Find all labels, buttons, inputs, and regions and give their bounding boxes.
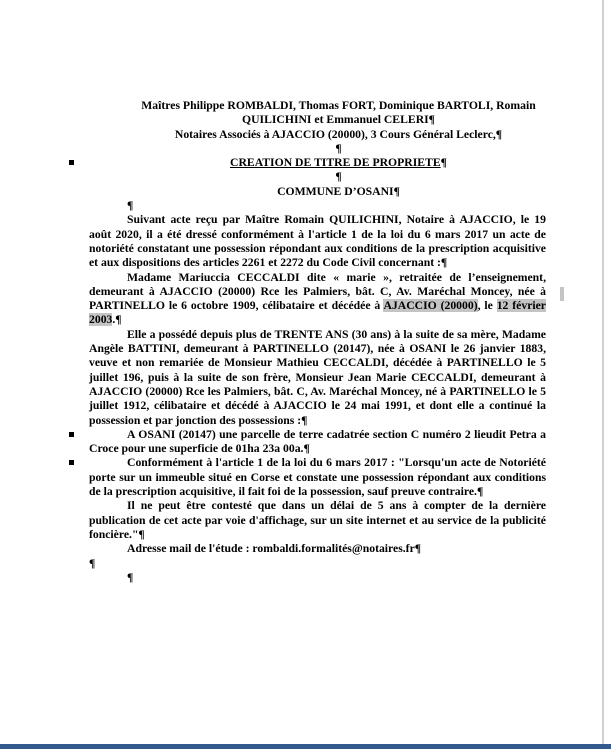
- text-run: A OSANI (20147) une parcelle de terre cadatrée section C numéro 2 lieudit Petra a Croce pour une superficie de 01ha 23a 00a.¶: [89, 427, 546, 456]
- blank-line-center-2: [89, 170, 546, 184]
- highlighted-text: 12 février 2003: [89, 299, 546, 327]
- para-possession: [89, 328, 546, 428]
- para-parcelle: [89, 428, 546, 457]
- text-run: ¶: [127, 570, 134, 584]
- text-run: Adresse mail de l'étude : rombaldi.formalités@notaires.fr¶: [127, 542, 422, 556]
- blank-line-center-1: [89, 142, 546, 156]
- text-run: .¶: [112, 313, 122, 327]
- letterhead-line-1: [89, 99, 546, 128]
- text-run: ¶: [440, 156, 447, 170]
- text-run: ¶: [335, 170, 342, 184]
- text-run: ¶: [89, 556, 96, 570]
- text-run: ¶: [127, 199, 134, 213]
- para-contestation: [89, 499, 546, 542]
- para-adresse-mail: [89, 542, 546, 556]
- text-run: Maîtres Philippe ROMBALDI, Thomas FORT, Dominique BARTOLI, Romain QUILICHINI et Emmanuel CELERI¶: [141, 99, 536, 127]
- page-edge-line: [602, 0, 604, 744]
- text-run: Suivant acte reçu par Maître Romain QUILICHINI, Notaire à AJACCIO, le 19 août 2020, il a été dressé conformément à l'article 1 de la loi du 6 mars 2017 un acte de notoriété constatant une possession répondant aux conditions de la prescription acquisitive et aux dispositions des articles 2261 et 2272 du Code Civil concernant :¶: [89, 213, 546, 270]
- margin-change-square-icon: [69, 460, 74, 465]
- text-run: Il ne peut être contesté que dans un délai de 5 ans à compter de la dernière publication de cet acte par voie d'affichage, sur un site internet et au service de la publicité foncière."¶: [89, 499, 546, 541]
- text-run: COMMUNE D’OSANI¶: [277, 184, 400, 198]
- text-run: Conformément à l'article 1 de la loi du 6 mars 2017 : "Lorsqu'un acte de Notoriété porte sur un immeuble situé en Corse et constate une possession répondant aux conditions de la prescription acquisitive, il fait foi de la possession, sauf preuve contraire.¶: [89, 456, 546, 499]
- blank-line-indent-2: [89, 571, 546, 585]
- commune-heading: [89, 185, 546, 199]
- margin-change-square-icon: [69, 432, 74, 437]
- text-run: , le: [477, 299, 497, 313]
- act-title: [89, 156, 546, 170]
- para-acte-recu: [89, 213, 546, 270]
- document-content: [89, 99, 546, 585]
- underlined-title-text: CREATION DE TITRE DE PROPRIETE: [230, 156, 441, 170]
- para-madame-ceccaldi: [89, 271, 546, 328]
- text-run: Notaires Associés à AJACCIO (20000), 3 Cours Général Leclerc,¶: [174, 127, 503, 141]
- window-bottom-edge: [0, 744, 611, 749]
- letterhead-line-2: [89, 128, 546, 142]
- blank-line-left: [89, 557, 546, 571]
- text-run: ¶: [335, 141, 342, 155]
- blank-line-indent-1: [89, 199, 546, 213]
- stray-highlight-mark: [560, 287, 564, 301]
- text-run: Elle a possédé depuis plus de TRENTE ANS (30 ans) à la suite de sa mère, Madame Angèle BATTINI, demeurant à PARTINELLO (20147), née à OSANI le 26 janvier 1883, veuve et non remariée de Monsieur Mathieu CECCALDI, décédée à PARTINELLO le 5 juillet 196, puis à la suite de son frère, Monsieur Jean Marie CECCALDI, demeurant à AJACCIO (20000) Rce les Palmiers, bât. C, Av. Maréchal Moncey, né à PARTINELLO le 5 juillet 1912, célibataire et décédé à AJACCIO le 24 mai 1991, et dont elle a continué la possession et par jonction des possessions :¶: [89, 327, 546, 427]
- text-run: Madame Mariuccia CECCALDI dite « marie », retraitée de l’enseignement, demeurant à AJACCIO (20000) Rce les Palmiers, bât. C, Av. Maréchal Moncey, née à PARTINELLO le 6 octobre 1909, célibataire et décédée à: [89, 270, 546, 313]
- margin-change-square-icon: [69, 160, 74, 165]
- highlighted-text: AJACCIO (20000): [383, 299, 478, 313]
- para-article-loi: [89, 456, 546, 499]
